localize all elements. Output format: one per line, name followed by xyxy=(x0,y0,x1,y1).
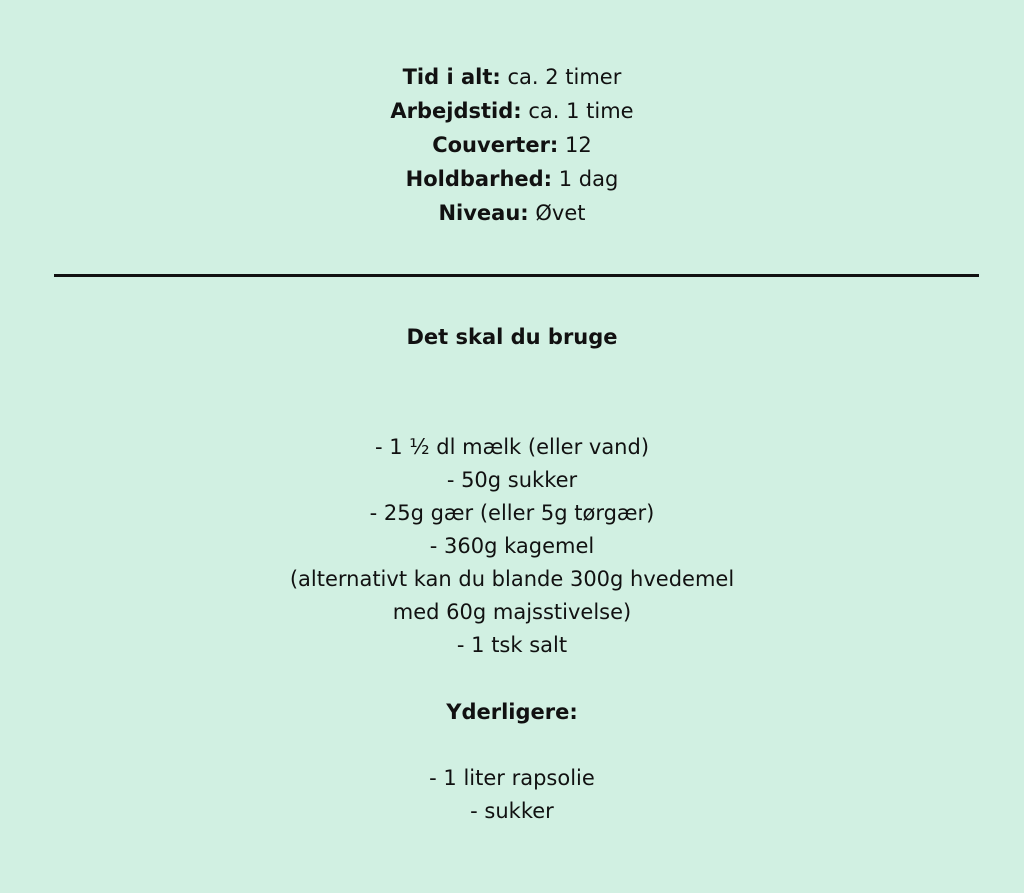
list-item: med 60g majsstivelse) xyxy=(392,600,632,624)
meta-work-time xyxy=(0,94,1024,128)
ingredients-title: Det skal du bruge xyxy=(406,325,618,349)
meta-value: ca. 2 timer xyxy=(507,65,622,89)
meta-value: Øvet xyxy=(535,201,586,225)
divider xyxy=(54,274,979,277)
meta-label: Tid i alt: xyxy=(402,65,501,89)
list-item: - 1 tsk salt xyxy=(456,633,568,657)
meta-value: 12 xyxy=(565,133,592,157)
list-item: - 1 liter rapsolie xyxy=(429,766,595,790)
meta-servings xyxy=(0,128,1024,162)
ingredients-list xyxy=(0,431,1024,662)
meta-label: Holdbarhed: xyxy=(405,167,553,191)
meta-label: Couverter: xyxy=(432,133,559,157)
meta-total-time xyxy=(0,60,1024,94)
meta-label: Arbejdstid: xyxy=(390,99,522,123)
list-item: - 360g kagemel xyxy=(429,534,595,558)
list-item: - 50g sukker xyxy=(446,468,578,492)
recipe-meta xyxy=(0,60,1024,230)
list-item: - 25g gær (eller 5g tørgær) xyxy=(369,501,655,525)
meta-level xyxy=(0,196,1024,230)
extra-title: Yderligere: xyxy=(446,700,578,724)
meta-shelf-life xyxy=(0,162,1024,196)
meta-value: 1 dag xyxy=(558,167,619,191)
meta-label: Niveau: xyxy=(438,201,529,225)
list-item: (alternativt kan du blande 300g hvedemel xyxy=(289,567,735,591)
list-item: - sukker xyxy=(470,799,554,823)
list-item: - 1 ½ dl mælk (eller vand) xyxy=(374,435,650,459)
extra-list xyxy=(0,762,1024,828)
meta-value: ca. 1 time xyxy=(528,99,634,123)
